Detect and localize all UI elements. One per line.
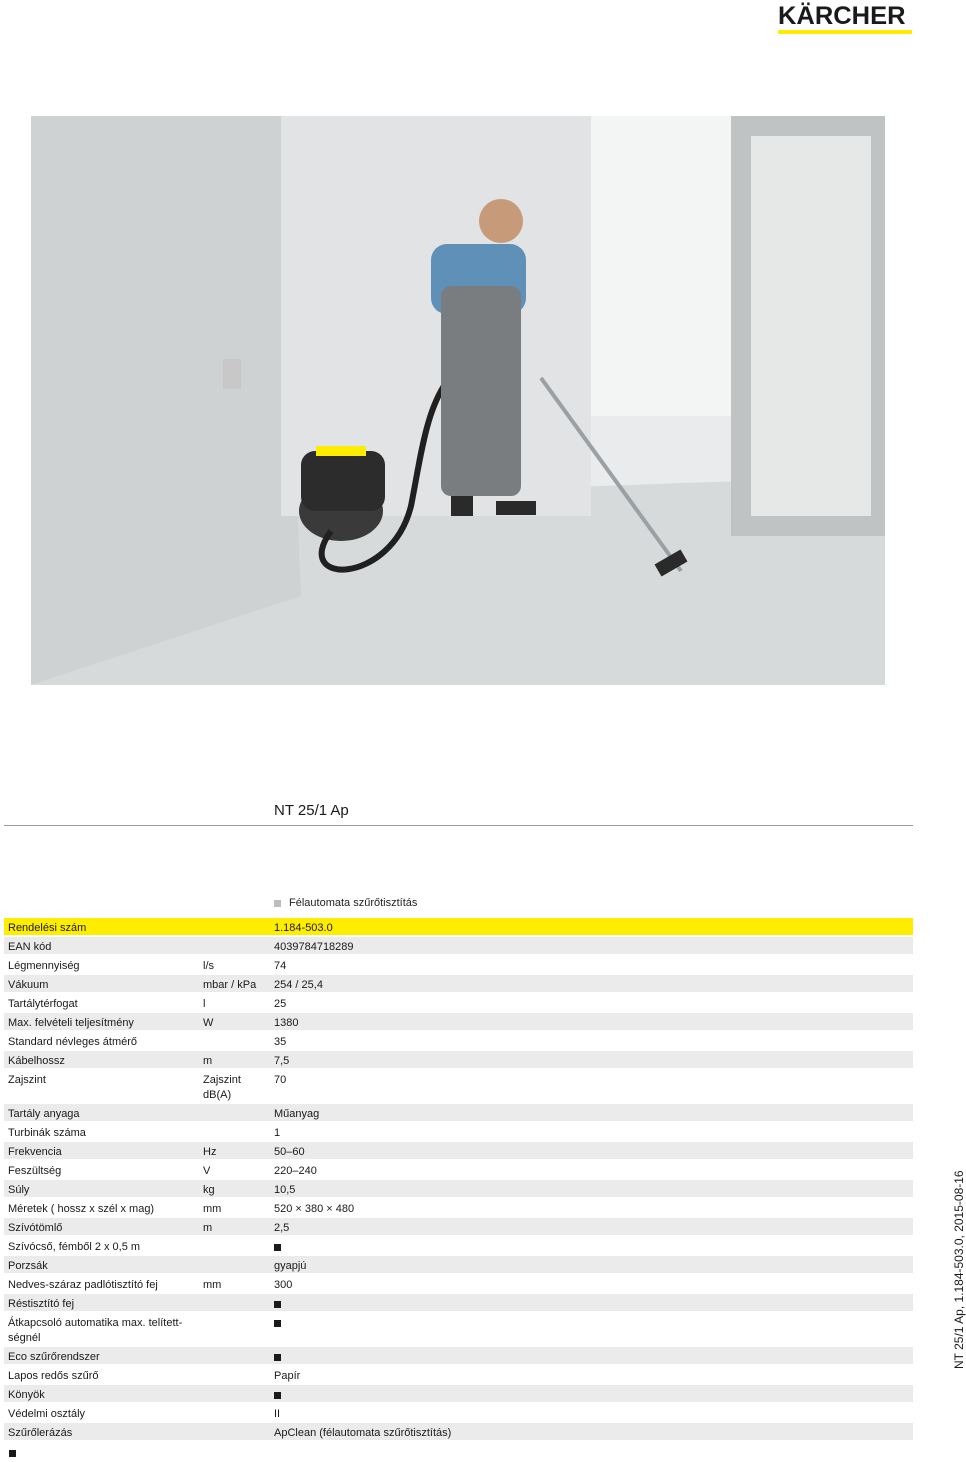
feature-bullet-icon xyxy=(274,900,281,907)
table-row xyxy=(4,1199,913,1216)
table-row xyxy=(4,1237,913,1254)
spec-value: 25 xyxy=(274,998,287,1010)
table-row xyxy=(4,1051,913,1068)
spec-value: 50–60 xyxy=(274,1146,305,1158)
table-row xyxy=(4,975,913,992)
spec-label: Vákuum xyxy=(8,979,49,991)
spec-value: 220–240 xyxy=(274,1165,317,1177)
table-row xyxy=(4,1275,913,1292)
spec-value: 300 xyxy=(274,1279,293,1291)
included-bullet-icon xyxy=(274,1354,281,1361)
logo-text: KÄRCHER xyxy=(778,2,906,30)
table-row xyxy=(4,1161,913,1178)
spec-label: Tartálytérfogat xyxy=(8,998,78,1010)
product-title: NT 25/1 Ap xyxy=(274,802,349,819)
table-row xyxy=(4,1104,913,1121)
spec-label: Tartály anyaga xyxy=(8,1108,80,1120)
spec-label: Méretek ( hossz x szél x mag) xyxy=(8,1203,155,1215)
spec-value: Papír xyxy=(274,1370,301,1382)
spec-value: gyapjú xyxy=(274,1260,307,1272)
footer-bullet-icon xyxy=(9,1450,16,1457)
spec-value xyxy=(274,1240,281,1256)
table-row xyxy=(4,1123,913,1140)
table-row xyxy=(4,1180,913,1197)
spec-label: EAN kód xyxy=(8,941,52,953)
spec-value: ApClean (félautomata szűrőtisztítás) xyxy=(274,1427,452,1439)
spec-unit: l/s xyxy=(203,960,214,972)
title-divider xyxy=(4,825,913,826)
spec-label: Súly xyxy=(8,1184,30,1196)
spec-label: Frekvencia xyxy=(8,1146,62,1158)
spec-label: Szívótömlő xyxy=(8,1222,63,1234)
table-row xyxy=(4,1366,913,1383)
table-row xyxy=(4,937,913,954)
spec-unit: V xyxy=(203,1165,211,1177)
table-row xyxy=(4,1218,913,1235)
spec-unit: kg xyxy=(203,1184,215,1196)
spec-value: 7,5 xyxy=(274,1055,290,1067)
table-row xyxy=(4,1294,913,1311)
spec-value: 10,5 xyxy=(274,1184,296,1196)
spec-unit: mm xyxy=(203,1203,222,1215)
spec-value: 254 / 25,4 xyxy=(274,979,323,991)
spec-value: 74 xyxy=(274,960,287,972)
table-row xyxy=(4,1013,913,1030)
table-row xyxy=(4,1347,913,1364)
spec-label: Könyök xyxy=(8,1389,45,1401)
spec-value xyxy=(274,1297,281,1313)
product-photo xyxy=(31,116,885,685)
spec-value: 1380 xyxy=(274,1017,299,1029)
spec-label: Rendelési szám xyxy=(8,922,87,934)
spec-label: Nedves-száraz padlótisztító fej xyxy=(8,1279,158,1291)
spec-unit: W xyxy=(203,1017,214,1029)
spec-label: Feszültség xyxy=(8,1165,62,1177)
side-document-id: NT 25/1 Ap, 1.184-503.0, 2015-08-16 xyxy=(952,1170,966,1369)
spec-unit: Zajszint dB(A) xyxy=(203,1074,241,1101)
spec-unit: l xyxy=(203,998,206,1010)
spec-label: Réstisztító fej xyxy=(8,1298,75,1310)
spec-value: 35 xyxy=(274,1036,287,1048)
spec-unit: mbar / kPa xyxy=(203,979,257,991)
spec-value xyxy=(274,1350,281,1366)
spec-label: Turbinák száma xyxy=(8,1127,86,1139)
spec-unit: m xyxy=(203,1055,213,1067)
spec-label: Védelmi osztály xyxy=(8,1408,86,1420)
table-row xyxy=(4,1142,913,1159)
spec-value: Műanyag xyxy=(274,1108,320,1120)
included-bullet-icon xyxy=(274,1244,281,1251)
table-row xyxy=(4,1385,913,1402)
spec-table xyxy=(4,918,913,1442)
spec-label: Max. felvételi teljesítmény xyxy=(8,1017,134,1029)
table-row xyxy=(4,994,913,1011)
karcher-logo xyxy=(778,4,912,34)
table-row xyxy=(4,918,913,935)
spec-value: 1 xyxy=(274,1127,281,1139)
spec-value: 4039784718289 xyxy=(274,941,354,953)
spec-value: 520 × 380 × 480 xyxy=(274,1203,355,1215)
spec-label: Szívócső, fémből 2 x 0,5 m xyxy=(8,1241,141,1253)
spec-label: Porzsák xyxy=(8,1260,48,1272)
spec-label: Standard névleges átmérő xyxy=(8,1036,138,1048)
table-row xyxy=(4,1256,913,1273)
spec-label: Eco szűrőrendszer xyxy=(8,1351,100,1363)
spec-label: Lapos redős szűrő xyxy=(8,1370,99,1382)
table-row xyxy=(4,1070,913,1102)
spec-label: Légmennyiség xyxy=(8,960,80,972)
spec-value: 2,5 xyxy=(274,1222,290,1234)
table-row xyxy=(4,956,913,973)
spec-value xyxy=(274,1316,281,1332)
included-bullet-icon xyxy=(274,1392,281,1399)
spec-unit: m xyxy=(203,1222,213,1234)
table-row xyxy=(4,1423,913,1440)
spec-label: Zajszint xyxy=(8,1074,46,1086)
spec-unit: Hz xyxy=(203,1146,217,1158)
spec-value xyxy=(274,1388,281,1404)
included-bullet-icon xyxy=(274,1320,281,1327)
feature-text: Félautomata szűrőtisztítás xyxy=(289,897,418,909)
feature-item xyxy=(274,897,417,909)
spec-value: 1.184-503.0 xyxy=(274,922,333,934)
table-row xyxy=(4,1313,913,1345)
spec-label: Átkapcsoló automatika max. telített- ségnél xyxy=(8,1317,183,1344)
included-bullet-icon xyxy=(274,1301,281,1308)
logo-yellow-bar xyxy=(778,30,912,34)
spec-value: II xyxy=(274,1408,281,1420)
table-row xyxy=(4,1032,913,1049)
spec-label: Kábelhossz xyxy=(8,1055,65,1067)
spec-value: 70 xyxy=(274,1074,287,1086)
spec-label: Szűrőlerázás xyxy=(8,1427,73,1439)
table-row xyxy=(4,1404,913,1421)
spec-unit: mm xyxy=(203,1279,222,1291)
